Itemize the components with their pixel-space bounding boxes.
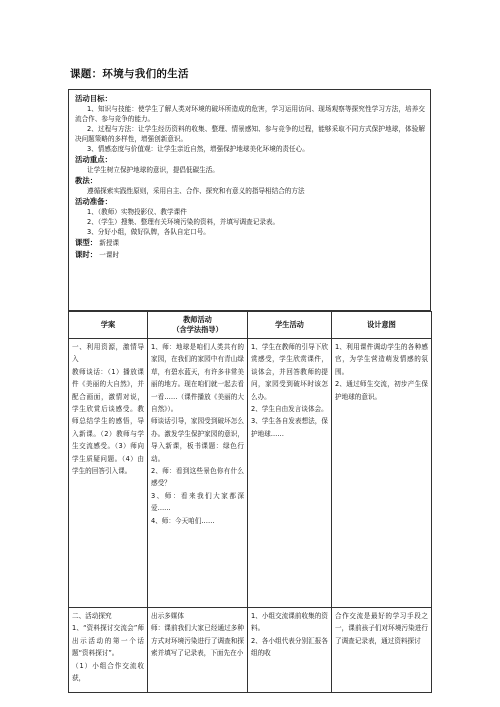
method-label: 教法： bbox=[75, 176, 98, 185]
study-plan-cell bbox=[69, 339, 148, 608]
table-header-row bbox=[69, 312, 432, 339]
preparation-item: 3、分好小组，做好队牌，各队自定口号。 bbox=[87, 228, 210, 236]
duration-value: 一课时 bbox=[99, 251, 120, 259]
cell-line: 师：课前我们大家已经通过多种方式对环境污染进行了调查和探索并填写了记录表，下面先在小 bbox=[151, 624, 244, 658]
key-point-text: 让学生树立保护地球的意识，提倡低碳生活。 bbox=[87, 166, 219, 174]
header-student-activity: 学生活动 bbox=[248, 312, 332, 339]
teacher-activity-cell bbox=[148, 608, 248, 693]
cell-line: 1、学生在教师的引导下欣赏感受，学生欣赏课件，谈体会，并回答教师的提问，家园受到破坏时该怎么办。 bbox=[251, 343, 328, 401]
preparation-item: 2、（学生）搜集、整理有关环境污染的资料，并填写调查记录表。 bbox=[87, 218, 280, 226]
design-intent-cell bbox=[332, 608, 432, 693]
lesson-type-row bbox=[75, 237, 425, 249]
objective-item: 1、知识与技能：使学生了解人类对环境的破坏所造成的危害，学习运用访问、现场观察等探究性学习方法，培养交流合作、参与竞争的能力。 bbox=[75, 105, 425, 123]
cell-line: 二、活动探究 bbox=[72, 612, 112, 620]
objective-item: 2、过程与方法：让学生经历资料的收集、整理、情景感知、参与竞争的过程，能够采取不同方式保护地球，体验解决问题策略的多样性，增强创新意识。 bbox=[75, 125, 425, 143]
preparation-label: 活动准备： bbox=[75, 197, 112, 206]
cell-line: 2、学生自由发言谈体会。 bbox=[251, 405, 328, 414]
cell-line: 出示多媒体 bbox=[151, 612, 184, 620]
lesson-plan-table bbox=[68, 311, 432, 693]
header-design-intent: 设计意图 bbox=[332, 312, 432, 339]
cell-line: 教师谈话：（1）播放课件《美丽的大自然》，并配合画面，激情对说，学生欣赏后谈感受。教师总结学生的感悟，导入新课。（2）教师与学生交流感受。（3）师向学生质疑问题。（4）由学生的回答引入课。 bbox=[72, 367, 144, 476]
preparation-item: 1、（教师）实物投影仪、教学课件 bbox=[87, 208, 187, 216]
objectives-label: 活动目标： bbox=[75, 94, 112, 103]
cell-line: 2、各小组代表分别汇报各组的收 bbox=[251, 636, 328, 658]
cell-line: 2、通过师生交流，初步产生保护地球的意识。 bbox=[335, 380, 428, 401]
cell-line: （1）小组合作交流收获， bbox=[72, 661, 144, 683]
cell-line: 2、师：看到这些景色你有什么感受？ bbox=[151, 467, 244, 488]
duration-label: 课时： bbox=[75, 250, 98, 259]
cell-line: 1、“资料探讨交流会”师出示活动的第一个话题“资料探讨”。 bbox=[72, 624, 144, 658]
cell-line: 3、师：看来我们大家都深爱…… bbox=[151, 491, 244, 513]
lesson-info-box bbox=[68, 89, 431, 311]
lesson-type-value: 新授课 bbox=[99, 239, 120, 247]
duration-row bbox=[75, 249, 425, 261]
study-plan-cell bbox=[69, 608, 148, 693]
student-activity-cell bbox=[248, 608, 332, 693]
header-teacher-activity: 教师活动 （含学法指导） bbox=[148, 312, 248, 339]
cell-line: 1、师：地球是咱们人类共有的家园，在我们的家园中有青山绿草，有碧水蓝天，有许多非常美丽的地方。现在咱们就一起去看一看……（课件播放《美丽的大自然》）。 bbox=[151, 343, 244, 414]
cell-line: 4、师：今天咱们…… bbox=[151, 516, 215, 525]
cell-line: 合作交流是最好的学习手段之一，课前孩子们对环境污染进行了调查记录表，通过资料探讨 bbox=[335, 612, 428, 645]
cell-line: 一、利用资源，激情导入 bbox=[72, 343, 144, 364]
cell-line: 师谈话引导，家园受到破坏怎么办。激发学生保护家园的意识，导入新课，板书课题：绿色行动。 bbox=[151, 417, 244, 463]
header-study-plan: 学案 bbox=[69, 312, 148, 339]
cell-line: 1、小组交流课前收集的资料。 bbox=[251, 612, 328, 633]
cell-line: 3、学生各自发表想法，保护地球…… bbox=[251, 417, 328, 438]
cell-line: 1、利用课件调动学生的各种感官，为学生营造萌发情感的氛围。 bbox=[335, 343, 428, 376]
lesson-type-label: 课型： bbox=[75, 238, 98, 247]
design-intent-cell bbox=[332, 339, 432, 608]
table-row bbox=[69, 608, 432, 693]
teacher-activity-cell bbox=[148, 339, 248, 608]
table-row bbox=[69, 339, 432, 608]
key-point-label: 活动重点： bbox=[75, 155, 112, 164]
page-title: 课题：环境与我们的生活 bbox=[70, 68, 189, 80]
method-text: 遵循探索实践性原则，采用自主、合作、探究和有意义的指导相结合的方法 bbox=[87, 187, 305, 195]
student-activity-cell bbox=[248, 339, 332, 608]
objective-item: 3、情感态度与价值观：让学生亲近自然，增强保护地球美化环境的责任心。 bbox=[87, 145, 309, 153]
